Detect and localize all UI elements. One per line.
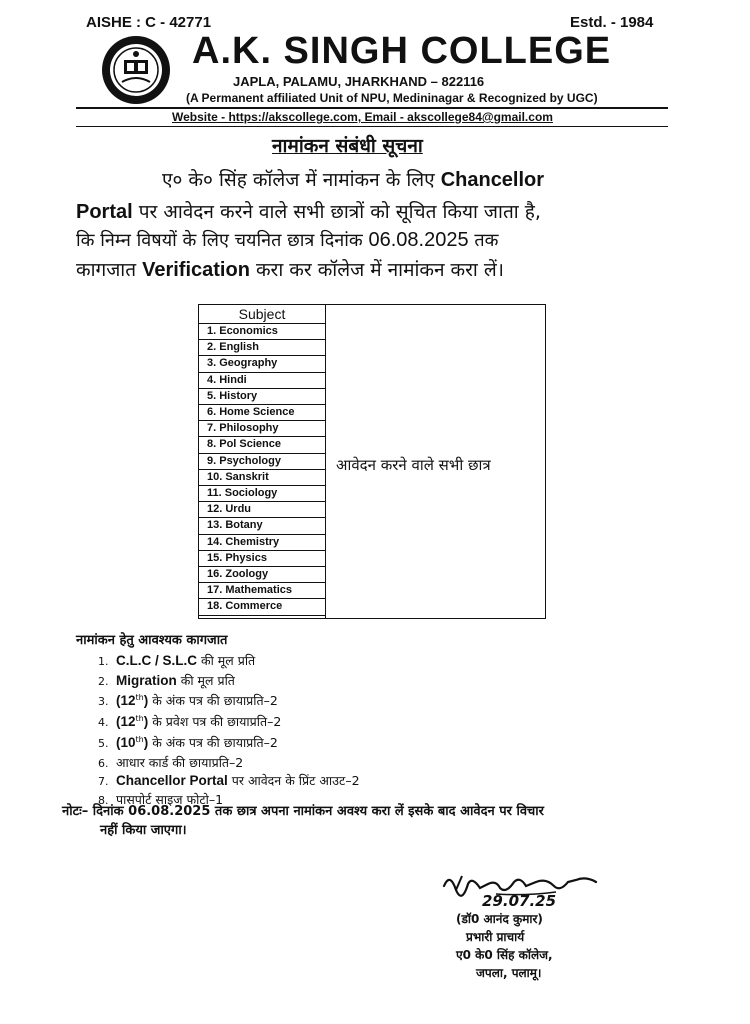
document-item [98,692,278,709]
document-superscript: th [135,713,144,723]
signatory-college: ए0 के0 सिंह कॉलेज, [456,948,553,962]
document-number: 1. [98,655,109,668]
document-bold-suffix: ) [143,693,149,708]
signatory-name: (डॉ0 आनंद कुमार) [456,912,543,926]
subject-row: 2. English [198,340,325,356]
header-divider [76,107,668,109]
document-text: आधार कार्ड की छायाप्रति–2 [116,755,244,770]
subject-row: 18. Commerce [198,599,325,615]
college-name: A.K. SINGH COLLEGE [192,30,612,72]
subject-row: 14. Chemistry [198,535,325,551]
document-superscript: th [135,734,144,744]
subject-row: 3. Geography [198,356,325,372]
document-text: की मूल प्रति [176,673,235,688]
document-text: के अंक पत्र की छायाप्रति–2 [148,693,278,708]
notice-line-3: कि निम्न विषयों के लिए चयनित छात्र दिनांक 06.08.2025 तक [76,229,499,251]
document-bold-text: C.L.C / S.L.C [116,653,197,668]
document-bold-suffix: ) [143,714,149,729]
header-divider-bottom [76,126,668,127]
note-line-2: नहीं किया जाएगा। [100,823,187,838]
document-number: 2. [98,675,109,688]
document-text: पासपोर्ट साइज फोटो–1 [116,792,224,807]
notice-line-4: कागजात Verification करा कर कॉलेज में नामांकन करा लें। [76,259,504,281]
established-year: Estd. - 1984 [570,14,654,31]
document-number: 8. [98,794,109,807]
document-text: की मूल प्रति [197,653,256,668]
document-item [98,754,243,771]
subject-row: 9. Psychology [198,454,325,470]
subject-header: Subject [198,304,326,324]
document-item [98,652,255,669]
college-address: JAPLA, PALAMU, JHARKHAND – 822116 [233,74,485,89]
document-bold-text: (12 [116,693,136,708]
document-item [98,713,281,730]
document-text: के प्रवेश पत्र की छायाप्रति–2 [148,714,282,729]
document-number: 7. [98,775,109,788]
document-item [98,734,278,751]
document-number: 6. [98,757,109,770]
notice-line-2: Portal पर आवेदन करने वाले सभी छात्रों को सूचित किया जाता है, [76,201,541,223]
subject-row: 10. Sanskrit [198,470,325,486]
document-bold-text: Chancellor Portal [116,773,228,788]
aishe-code: AISHE : C - 42771 [86,14,212,31]
subject-row: 4. Hindi [198,373,325,389]
notice-line-1: ए० के० सिंह कॉलेज में नामांकन के लिए Chancellor [162,169,545,191]
document-bold-text: Migration [116,673,177,688]
subject-row: 17. Mathematics [198,583,325,599]
documents-heading: नामांकन हेतु आवश्यक कागजात [76,633,228,648]
document-bold-text: (10 [116,735,136,750]
document-text: के अंक पत्र की छायाप्रति–2 [148,735,278,750]
signature-date: 29.07.25 [482,892,557,910]
document-superscript: th [135,692,144,702]
document-number: 5. [98,737,109,750]
document-number: 4. [98,716,109,729]
subject-row: 15. Physics [198,551,325,567]
subject-row: 11. Sociology [198,486,325,502]
subject-row: 12. Urdu [198,502,325,518]
signatory-designation: प्रभारी प्राचार्य [466,930,525,944]
subject-row: 5. History [198,389,325,405]
college-seal-icon [100,34,172,106]
note-line-1: नोटः– दिनांक 06.08.2025 तक छात्र अपना नामांकन अवश्य करा लें इसके बाद आवेदन पर विचार [62,804,544,819]
document-text: पर आवेदन के प्रिंट आउट–2 [227,773,360,788]
signatory-place: जपला, पलामू। [476,966,542,980]
subject-row: 8. Pol Science [198,437,325,453]
subject-row: 6. Home Science [198,405,325,421]
website-email: Website - https://akscollege.com, Email - akscollege84@gmail.com [172,110,553,124]
subject-column [198,304,326,619]
subject-row: 1. Economics [198,324,325,340]
document-number: 3. [98,695,109,708]
subject-row: 16. Zoology [198,567,325,583]
subject-row: 13. Botany [198,518,325,534]
document-item [98,672,235,689]
document-bold-text: (12 [116,714,136,729]
affiliation-text: (A Permanent affiliated Unit of NPU, Medininagar & Recognized by UGC) [186,91,598,105]
subject-row: 7. Philosophy [198,421,325,437]
eligible-students-cell: आवेदन करने वाले सभी छात्र [336,456,491,474]
document-item [98,772,360,789]
document-bold-suffix: ) [143,735,149,750]
notice-title: नामांकन संबंधी सूचना [272,135,423,157]
